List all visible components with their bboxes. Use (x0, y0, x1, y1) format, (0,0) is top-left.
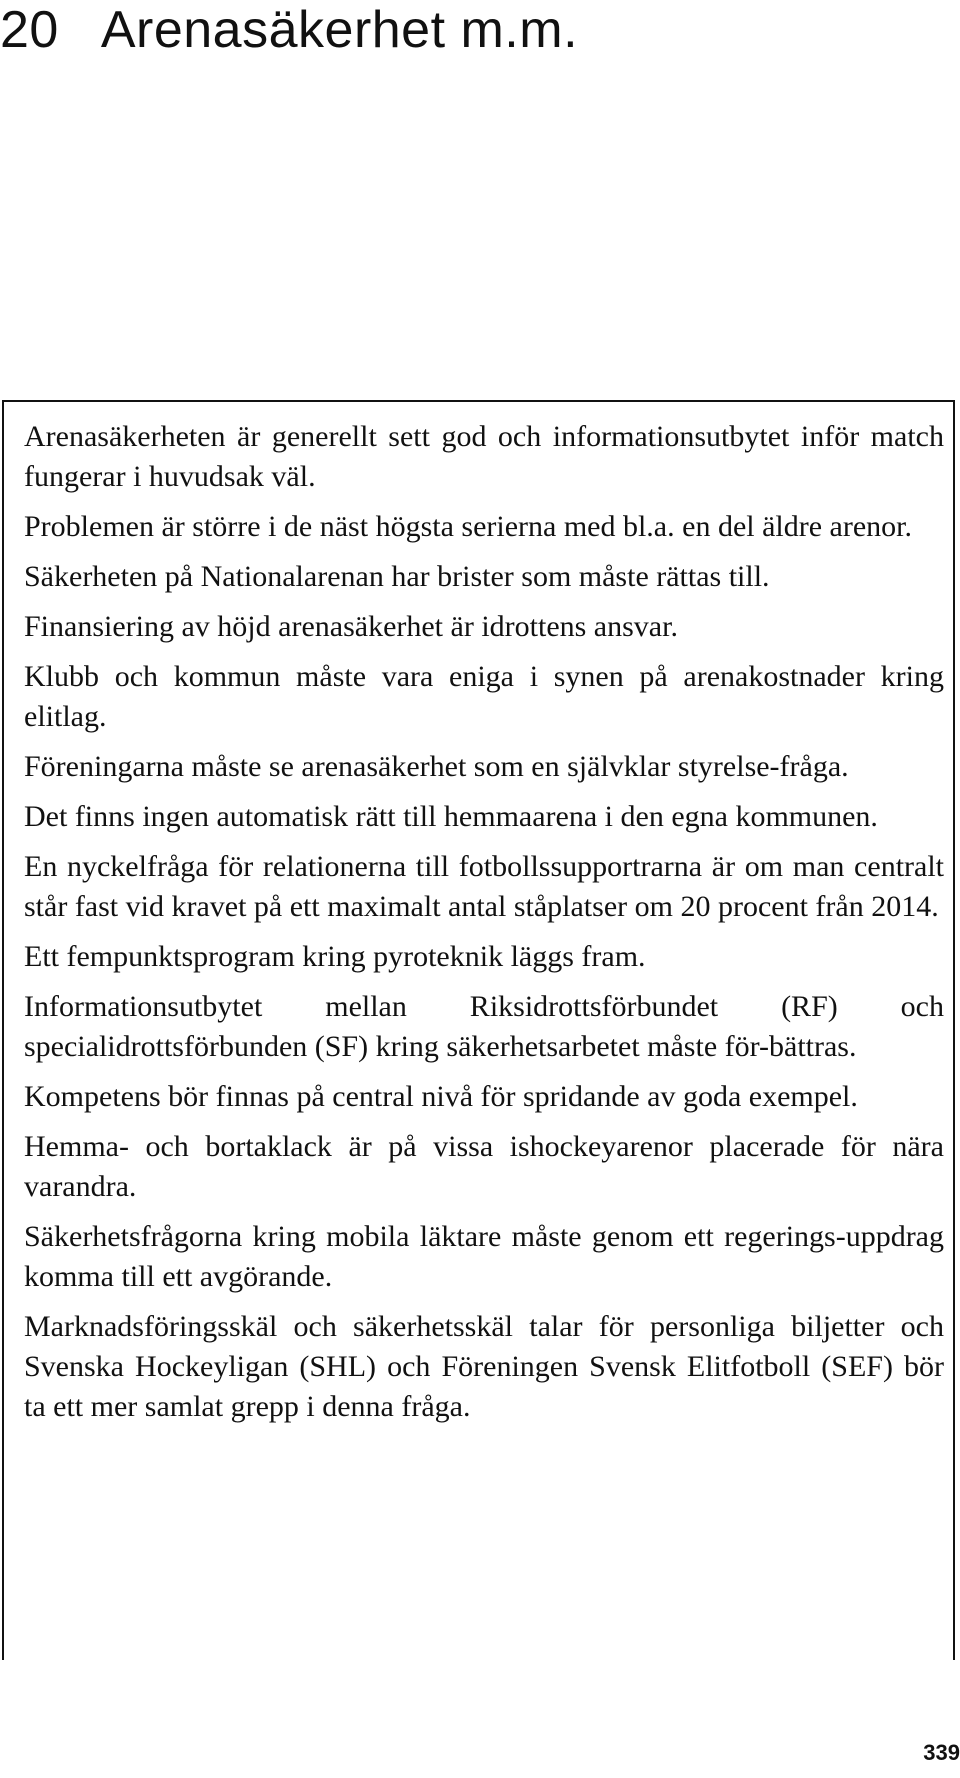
summary-item: Problemen är större i de näst högsta serierna med bl.a. en del äldre arenor. (24, 510, 913, 543)
summary-item: Marknadsföringsskäl och säkerhetsskäl talar för personliga biljetter och Svenska Hockeyligan (SHL) och Föreningen Svensk Elitfotboll (SEF) bör ta ett mer samlat grepp i denna fråga. (24, 1310, 944, 1423)
summary-item: Klubb och kommun måste vara eniga i synen på arenakostnader kring elitlag. (24, 660, 944, 733)
summary-item: Hemma- och bortaklack är på vissa ishockeyarenor placerade för nära varandra. (24, 1130, 944, 1203)
summary-item: Säkerheten på Nationalarenan har brister som måste rättas till. (24, 560, 770, 593)
summary-list (24, 417, 944, 1437)
page-number: 339 (923, 1740, 960, 1765)
summary-box (2, 400, 955, 1660)
chapter-number: 20 (0, 1, 59, 59)
summary-item: En nyckelfråga för relationerna till fotbollssupportrarna är om man centralt står fast vid kravet på ett maximalt antal ståplatser om 20 procent från 2014. (24, 850, 944, 923)
chapter-title: Arenasäkerhet m.m. (100, 1, 579, 59)
summary-item: Det finns ingen automatisk rätt till hemmaarena i den egna kommunen. (24, 800, 878, 833)
chapter-heading (0, 0, 578, 60)
summary-item: Ett fempunktsprogram kring pyroteknik läggs fram. (24, 940, 646, 973)
summary-item: Arenasäkerheten är generellt sett god och informationsutbytet inför match fungerar i huvudsak väl. (24, 420, 944, 493)
summary-item: Kompetens bör finnas på central nivå för spridande av goda exempel. (24, 1080, 858, 1113)
summary-item: Säkerhetsfrågorna kring mobila läktare måste genom ett regerings-uppdrag komma till ett avgörande. (24, 1220, 944, 1293)
summary-item: Föreningarna måste se arenasäkerhet som en självklar styrelse-fråga. (24, 750, 849, 783)
summary-item: Finansiering av höjd arenasäkerhet är idrottens ansvar. (24, 610, 678, 643)
summary-item: Informationsutbytet mellan Riksidrottsförbundet (RF) och specialidrottsförbunden (SF) kring säkerhetsarbetet måste för-bättras. (24, 990, 944, 1063)
